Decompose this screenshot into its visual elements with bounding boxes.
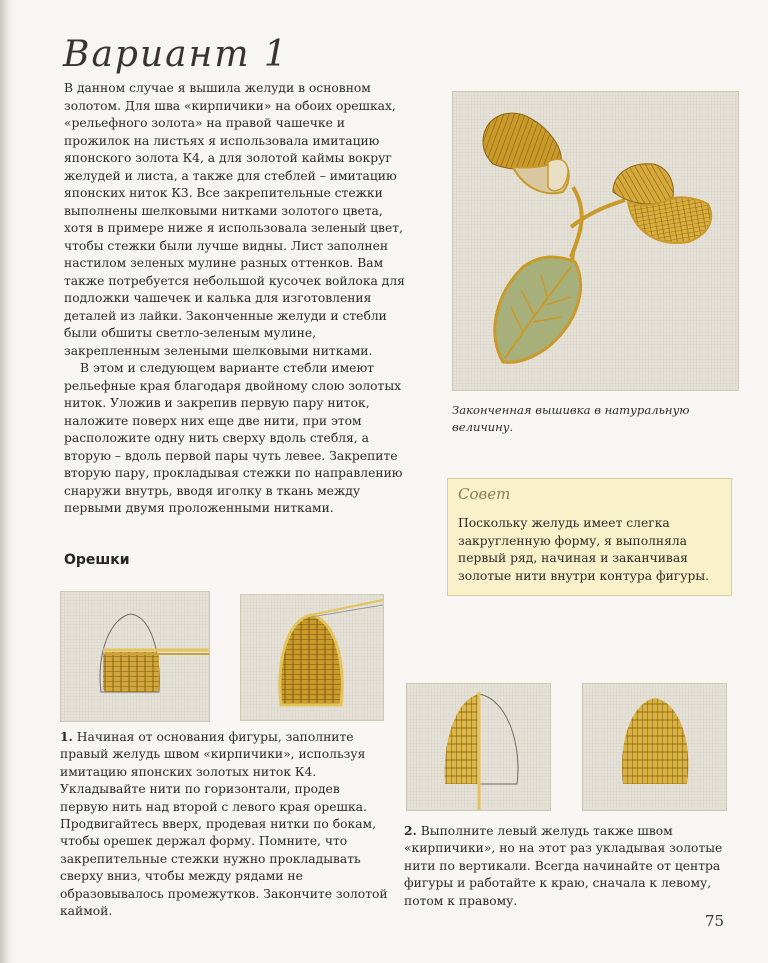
step1-text: Начиная от основания фигуры, заполните правый желудь швом «кирпичики», используя имитацию японских золотых ниток К4. Укладывайте нити по горизонтали, продев первую нить над второй с левого края орешка. Продвигайтесь вверх, продевая нитки по бокам, чтобы орешек держал форму. Помните, что закрепительные стежки нужно прокладывать сверху вниз, чтобы между рядами не образовывалось промежутков. Закончите золотой каймой. (60, 730, 388, 919)
step1-number: 1. (60, 729, 73, 744)
step2-number: 2. (404, 823, 417, 838)
page-binding-edge (0, 0, 14, 963)
finished-embroidery-photo (452, 91, 739, 391)
section-heading: Орешки (64, 552, 130, 568)
step2-description (404, 822, 734, 910)
intro-paragraph-2: В этом и следующем варианте стебли имеют рельефные края благодаря двойному слою золотых ниток. Уложив и закрепив первую пару ниток, наложите поверх них еще две нити, при этом расположите одну нить сверху вдоль стебля, а вторую – вдоль первой пары чуть левее. Закрепите вторую пару, прокладывая стежки по направлению снаружи внутрь, вводя иголку в ткань между первыми двумя проложенными нитками. (64, 361, 403, 515)
intro-text (64, 80, 414, 518)
tip-box (447, 478, 732, 596)
page-number: 75 (705, 912, 725, 930)
page-title: Вариант 1 (63, 34, 289, 75)
step1-photo-finished (240, 594, 384, 721)
acorn-vertical-finished-illustration (583, 684, 726, 810)
tip-text: Поскольку желудь имеет слегка закругленную форму, я выполняла первый ряд, начиная и заканчивая золотые нити внутри контура фигуры. (458, 516, 710, 583)
step2-photo-finished (582, 683, 727, 811)
acorn-bricks-start-illustration (61, 592, 209, 721)
tip-title: Совет (458, 485, 511, 503)
step2-photo-start (406, 683, 551, 811)
step1-description (60, 728, 390, 920)
acorn-vertical-start-illustration (407, 684, 550, 810)
step1-photo-start (60, 591, 210, 722)
acorn-bricks-finished-illustration (241, 595, 383, 720)
main-photo-caption: Законченная вышивка в натуральную величину. (452, 403, 690, 434)
step2-text: Выполните левый желудь также швом «кирпичики», но на этот раз укладывая золотые нити по вертикали. Всегда начинайте от центра фигуры и работайте к краю, сначала к левому, потом к правому. (404, 824, 723, 908)
intro-paragraph-1: В данном случае я вышила желуди в основном золотом. Для шва «кирпичики» на обоих орешках, «рельефного золота» на правой чашечке и прожилок на листьях я использовала имитацию японского золота К4, а для золотой каймы вокруг желудей и листа, а также для стеблей – имитацию японских ниток К3. Все закрепительные стежки выполнены шелковыми нитками золотого цвета, хотя в примере ниже я использовала зеленый цвет, чтобы стежки были лучше видны. Лист заполнен настилом зеленых мулине разных оттенков. Вам также потребуется небольшой кусочек войлока для подложки чашечек и калька для изготовления деталей из лайки. Законченные желуди и стебли были обшиты светло-зеленым мулине, закрепленным зелеными шелковыми нитками. (64, 81, 405, 358)
acorn-embroidery-illustration (453, 92, 738, 390)
